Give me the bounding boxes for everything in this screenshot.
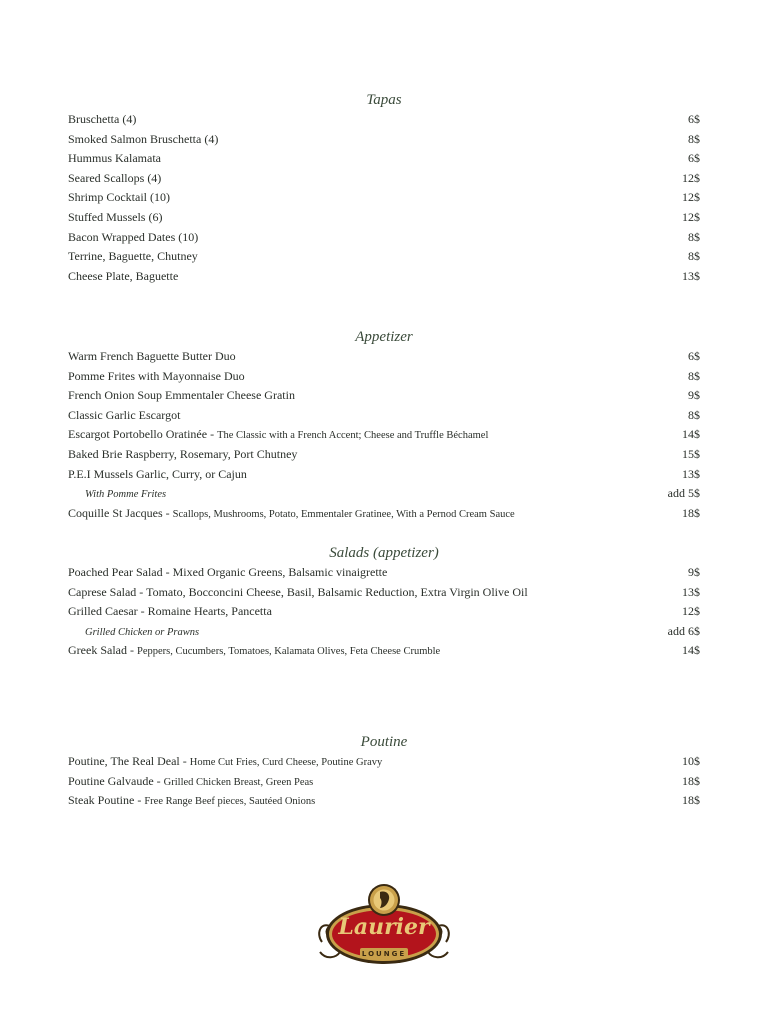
item-text bbox=[68, 347, 236, 367]
item-list bbox=[68, 347, 700, 523]
menu-item bbox=[68, 208, 700, 228]
item-price: 18$ bbox=[682, 773, 700, 788]
item-price: 6$ bbox=[688, 151, 700, 166]
item-price: 9$ bbox=[688, 388, 700, 403]
item-list bbox=[68, 563, 700, 661]
item-text bbox=[68, 188, 170, 208]
section-title: Poutine bbox=[360, 734, 408, 750]
item-price: 9$ bbox=[688, 565, 700, 579]
item-name: Pomme Frites with Mayonnaise Duo bbox=[68, 368, 245, 383]
item-text bbox=[68, 504, 515, 525]
logo-emblem bbox=[316, 882, 452, 968]
section-title: Appetizer bbox=[355, 329, 413, 345]
item-text bbox=[68, 149, 161, 169]
item-text bbox=[68, 772, 313, 793]
item-text bbox=[68, 267, 178, 287]
item-name: Stuffed Mussels (6) bbox=[68, 209, 163, 224]
item-list bbox=[68, 110, 700, 286]
item-price: add 6$ bbox=[667, 623, 700, 638]
item-price: 13$ bbox=[682, 268, 700, 283]
item-price: 8$ bbox=[688, 368, 700, 383]
item-description: Grilled Chicken Breast, Green Peas bbox=[163, 776, 314, 788]
item-name: Greek Salad - bbox=[68, 643, 137, 658]
item-price: 18$ bbox=[682, 793, 700, 808]
item-price: 8$ bbox=[688, 407, 700, 422]
laurier-lounge-logo bbox=[316, 882, 452, 968]
menu-item bbox=[68, 247, 700, 267]
item-name: With Pomme Frites bbox=[85, 489, 167, 501]
menu-item bbox=[68, 602, 700, 622]
item-price: 6$ bbox=[688, 112, 700, 126]
item-text bbox=[68, 110, 136, 130]
logo-script: Laurier bbox=[338, 914, 430, 940]
item-price: 13$ bbox=[682, 584, 700, 599]
item-description: Scallops, Mushrooms, Potato, Emmentaler Gratinee, With a Pernod Cream Sauce bbox=[172, 508, 515, 520]
item-text bbox=[68, 791, 315, 812]
menu-item bbox=[68, 772, 700, 792]
item-description: Free Range Beef pieces, Sautéed Onions bbox=[144, 796, 316, 808]
item-name: Classic Garlic Escargot bbox=[68, 407, 181, 422]
logo-subtitle: LOUNGE bbox=[361, 950, 407, 958]
item-description: The Classic with a French Accent; Cheese and Truffle Béchamel bbox=[217, 430, 489, 442]
item-name: French Onion Soup Emmentaler Cheese Gratin bbox=[68, 388, 295, 403]
item-text bbox=[68, 228, 198, 248]
item-price: 13$ bbox=[682, 466, 700, 481]
section-title: Salads (appetizer) bbox=[329, 545, 439, 561]
item-text bbox=[68, 484, 166, 505]
item-text bbox=[68, 622, 199, 643]
menu-item bbox=[68, 347, 700, 367]
item-name: Bacon Wrapped Dates (10) bbox=[68, 229, 199, 244]
item-name: Caprese Salad - Tomato, Bocconcini Cheese, Basil, Balsamic Reduction, Extra Virgin Olive Oil bbox=[68, 584, 528, 599]
item-name: Coquille St Jacques - bbox=[68, 505, 173, 520]
item-text bbox=[68, 752, 382, 773]
menu-item bbox=[68, 188, 700, 208]
item-price: 12$ bbox=[682, 209, 700, 224]
menu-item bbox=[68, 130, 700, 150]
item-text bbox=[68, 465, 247, 485]
item-name: Poutine, The Real Deal - bbox=[68, 754, 190, 768]
item-price: 14$ bbox=[682, 643, 700, 658]
item-name: Baked Brie Raspberry, Rosemary, Port Chutney bbox=[68, 446, 298, 461]
menu-item bbox=[68, 791, 700, 811]
menu-item bbox=[68, 641, 700, 661]
menu-item-addon bbox=[68, 622, 700, 642]
menu-item bbox=[68, 386, 700, 406]
item-name: Hummus Kalamata bbox=[68, 151, 161, 166]
menu-item bbox=[68, 583, 700, 603]
section-title: Tapas bbox=[366, 92, 402, 108]
menu-item bbox=[68, 465, 700, 485]
menu-item bbox=[68, 228, 700, 248]
item-name: Poached Pear Salad - Mixed Organic Greens, Balsamic vinaigrette bbox=[68, 565, 388, 579]
item-price: 18$ bbox=[682, 505, 700, 520]
item-name: Steak Poutine - bbox=[68, 793, 145, 808]
menu-item bbox=[68, 425, 700, 445]
section-tapas bbox=[68, 90, 700, 286]
item-price: 12$ bbox=[682, 604, 700, 619]
item-price: 14$ bbox=[682, 427, 700, 442]
menu-item bbox=[68, 445, 700, 465]
item-price: 12$ bbox=[682, 190, 700, 205]
item-text bbox=[68, 602, 272, 622]
item-description: Home Cut Fries, Curd Cheese, Poutine Gravy bbox=[189, 757, 383, 768]
menu-item bbox=[68, 267, 700, 287]
item-name: Poutine Galvaude - bbox=[68, 773, 164, 788]
item-text bbox=[68, 563, 387, 583]
menu-item bbox=[68, 406, 700, 426]
item-text bbox=[68, 367, 245, 387]
item-name: Shrimp Cocktail (10) bbox=[68, 190, 170, 205]
item-text bbox=[68, 130, 218, 150]
menu-item bbox=[68, 504, 700, 524]
menu-item bbox=[68, 752, 700, 772]
item-description: Peppers, Cucumbers, Tomatoes, Kalamata Olives, Feta Cheese Crumble bbox=[136, 646, 441, 658]
item-price: 15$ bbox=[682, 446, 700, 461]
menu-item bbox=[68, 110, 700, 130]
item-price: 12$ bbox=[682, 170, 700, 185]
item-price: 8$ bbox=[688, 229, 700, 244]
item-text bbox=[68, 425, 488, 446]
item-name: P.E.I Mussels Garlic, Curry, or Cajun bbox=[68, 466, 247, 481]
menu-item bbox=[68, 149, 700, 169]
item-price: add 5$ bbox=[667, 486, 700, 501]
item-price: 6$ bbox=[688, 349, 700, 363]
item-name: Warm French Baguette Butter Duo bbox=[68, 349, 236, 363]
item-text bbox=[68, 583, 528, 603]
item-text bbox=[68, 445, 297, 465]
item-list bbox=[68, 752, 700, 811]
section-appetizer bbox=[68, 327, 700, 523]
section-poutine bbox=[68, 732, 700, 811]
item-text bbox=[68, 406, 180, 426]
item-text bbox=[68, 247, 198, 267]
item-text bbox=[68, 169, 161, 189]
item-name: Cheese Plate, Baguette bbox=[68, 268, 179, 283]
section-salads bbox=[68, 543, 700, 661]
item-name: Bruschetta (4) bbox=[68, 112, 137, 126]
item-name: Terrine, Baguette, Chutney bbox=[68, 249, 198, 264]
item-text bbox=[68, 641, 440, 662]
item-name: Seared Scallops (4) bbox=[68, 170, 162, 185]
item-name: Escargot Portobello Oratinée - bbox=[68, 427, 218, 442]
menu-item bbox=[68, 169, 700, 189]
item-price: 10$ bbox=[682, 754, 700, 768]
menu-item bbox=[68, 563, 700, 583]
item-price: 8$ bbox=[688, 131, 700, 146]
item-name: Grilled Chicken or Prawns bbox=[85, 626, 200, 638]
item-price: 8$ bbox=[688, 249, 700, 264]
item-name: Grilled Caesar - Romaine Hearts, Pancetta bbox=[68, 604, 272, 619]
item-text bbox=[68, 208, 162, 228]
item-text bbox=[68, 386, 295, 406]
menu-item-addon bbox=[68, 484, 700, 504]
menu-item bbox=[68, 367, 700, 387]
item-name: Smoked Salmon Bruschetta (4) bbox=[68, 131, 219, 146]
